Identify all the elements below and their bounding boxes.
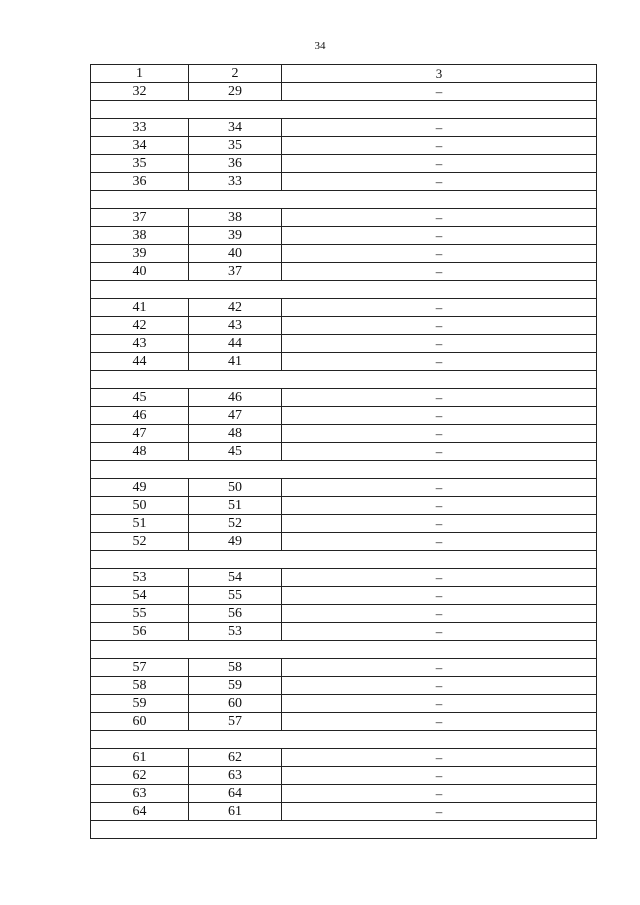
table-cell-col-2: 33: [189, 173, 282, 191]
table-cell-col-1: 60: [91, 713, 189, 731]
table-row: [91, 227, 597, 245]
table-cell-col-2: 48: [189, 425, 282, 443]
table-cell-col-2: 35: [189, 137, 282, 155]
table-row: [91, 443, 597, 461]
table-cell-col-2: 43: [189, 317, 282, 335]
table-row: [91, 353, 597, 371]
group-separator-row: [91, 641, 597, 659]
table-row: [91, 119, 597, 137]
table-cell-col-1: 44: [91, 353, 189, 371]
table-cell-col-2: 40: [189, 245, 282, 263]
group-separator-cell: [91, 641, 597, 659]
table-cell-col-1: 40: [91, 263, 189, 281]
table-cell-col-2: 62: [189, 749, 282, 767]
table-cell-col-1: 56: [91, 623, 189, 641]
group-separator-cell: [91, 281, 597, 299]
table-cell-col-3: –: [282, 569, 597, 587]
column-header-1: 1: [91, 65, 189, 83]
table-cell-col-2: 57: [189, 713, 282, 731]
table-row: [91, 767, 597, 785]
table-cell-col-1: 45: [91, 389, 189, 407]
column-header-3: 3: [282, 65, 597, 83]
table-cell-col-3: –: [282, 173, 597, 191]
table-cell-col-3: –: [282, 497, 597, 515]
table-cell-col-3: –: [282, 623, 597, 641]
table-row: [91, 137, 597, 155]
table-cell-col-1: 34: [91, 137, 189, 155]
table-row: [91, 407, 597, 425]
table-cell-col-2: 54: [189, 569, 282, 587]
table-cell-col-3: –: [282, 317, 597, 335]
table-row: [91, 803, 597, 821]
table-cell-col-1: 59: [91, 695, 189, 713]
table-cell-col-1: 53: [91, 569, 189, 587]
group-separator-cell: [91, 461, 597, 479]
table-cell-col-3: –: [282, 533, 597, 551]
table-cell-col-3: –: [282, 749, 597, 767]
table-cell-col-2: 51: [189, 497, 282, 515]
table-cell-col-2: 47: [189, 407, 282, 425]
table-cell-col-2: 34: [189, 119, 282, 137]
table-cell-col-2: 49: [189, 533, 282, 551]
table-cell-col-2: 61: [189, 803, 282, 821]
table-row: [91, 785, 597, 803]
table-cell-col-2: 45: [189, 443, 282, 461]
table-cell-col-2: 41: [189, 353, 282, 371]
table-row: [91, 173, 597, 191]
table-cell-col-1: 55: [91, 605, 189, 623]
table-cell-col-1: 47: [91, 425, 189, 443]
table-row: [91, 479, 597, 497]
group-separator-row: [91, 281, 597, 299]
table-cell-col-3: –: [282, 263, 597, 281]
table-cell-col-2: 50: [189, 479, 282, 497]
table-header-row: [91, 65, 597, 83]
group-separator-cell: [91, 551, 597, 569]
table-cell-col-1: 43: [91, 335, 189, 353]
table-cell-col-1: 62: [91, 767, 189, 785]
table-cell-col-1: 63: [91, 785, 189, 803]
table-row: [91, 659, 597, 677]
table-cell-col-1: 42: [91, 317, 189, 335]
table-cell-col-3: –: [282, 137, 597, 155]
table-cell-col-1: 51: [91, 515, 189, 533]
group-separator-cell: [91, 821, 597, 839]
table-row: [91, 749, 597, 767]
table-row: [91, 515, 597, 533]
table-cell-col-1: 41: [91, 299, 189, 317]
table-cell-col-3: –: [282, 515, 597, 533]
table-cell-col-3: –: [282, 335, 597, 353]
table-cell-col-2: 59: [189, 677, 282, 695]
data-table: [90, 64, 597, 839]
table-cell-col-1: 35: [91, 155, 189, 173]
table-row: [91, 83, 597, 101]
table-row: [91, 623, 597, 641]
group-separator-cell: [91, 101, 597, 119]
table-row: [91, 425, 597, 443]
table-cell-col-1: 36: [91, 173, 189, 191]
table-row: [91, 713, 597, 731]
table-cell-col-2: 44: [189, 335, 282, 353]
table-cell-col-1: 54: [91, 587, 189, 605]
table-cell-col-1: 38: [91, 227, 189, 245]
group-separator-cell: [91, 371, 597, 389]
table-cell-col-1: 52: [91, 533, 189, 551]
table-cell-col-2: 53: [189, 623, 282, 641]
table-row: [91, 497, 597, 515]
table-cell-col-3: –: [282, 767, 597, 785]
table-cell-col-3: –: [282, 227, 597, 245]
table-cell-col-3: –: [282, 389, 597, 407]
table-cell-col-1: 64: [91, 803, 189, 821]
group-separator-cell: [91, 731, 597, 749]
table-cell-col-1: 32: [91, 83, 189, 101]
table-cell-col-3: –: [282, 443, 597, 461]
table-cell-col-1: 49: [91, 479, 189, 497]
table-cell-col-3: –: [282, 713, 597, 731]
table-cell-col-3: –: [282, 353, 597, 371]
table-cell-col-2: 29: [189, 83, 282, 101]
table-row: [91, 605, 597, 623]
table-cell-col-3: –: [282, 605, 597, 623]
table-cell-col-3: –: [282, 659, 597, 677]
table-row: [91, 695, 597, 713]
table-cell-col-1: 50: [91, 497, 189, 515]
table-row: [91, 533, 597, 551]
table-cell-col-1: 58: [91, 677, 189, 695]
table-cell-col-1: 33: [91, 119, 189, 137]
table-cell-col-1: 61: [91, 749, 189, 767]
table-cell-col-1: 46: [91, 407, 189, 425]
table-cell-col-1: 37: [91, 209, 189, 227]
table-row: [91, 335, 597, 353]
table-cell-col-2: 37: [189, 263, 282, 281]
table-cell-col-3: –: [282, 83, 597, 101]
table-cell-col-3: –: [282, 587, 597, 605]
group-separator-row: [91, 461, 597, 479]
table-row: [91, 155, 597, 173]
table-row: [91, 587, 597, 605]
table-cell-col-1: 57: [91, 659, 189, 677]
table-cell-col-3: –: [282, 785, 597, 803]
table-cell-col-2: 42: [189, 299, 282, 317]
table-row: [91, 299, 597, 317]
table-cell-col-1: 39: [91, 245, 189, 263]
table-row: [91, 317, 597, 335]
table-cell-col-3: –: [282, 245, 597, 263]
table-cell-col-2: 58: [189, 659, 282, 677]
table-cell-col-2: 52: [189, 515, 282, 533]
table-cell-col-3: –: [282, 695, 597, 713]
table-cell-col-3: –: [282, 479, 597, 497]
group-separator-row: [91, 551, 597, 569]
table-body: [91, 65, 597, 839]
table-cell-col-2: 36: [189, 155, 282, 173]
table-cell-col-3: –: [282, 209, 597, 227]
table-row: [91, 569, 597, 587]
table-cell-col-2: 64: [189, 785, 282, 803]
table-row: [91, 263, 597, 281]
column-header-2: 2: [189, 65, 282, 83]
page-number: 34: [314, 40, 326, 52]
table-row: [91, 677, 597, 695]
table-cell-col-3: –: [282, 119, 597, 137]
group-separator-row: [91, 821, 597, 839]
group-separator-cell: [91, 191, 597, 209]
table-cell-col-3: –: [282, 677, 597, 695]
table-cell-col-2: 46: [189, 389, 282, 407]
table-cell-col-1: 48: [91, 443, 189, 461]
group-separator-row: [91, 191, 597, 209]
table-cell-col-3: –: [282, 155, 597, 173]
table-cell-col-2: 63: [189, 767, 282, 785]
table-cell-col-2: 60: [189, 695, 282, 713]
group-separator-row: [91, 101, 597, 119]
table-cell-col-2: 56: [189, 605, 282, 623]
table-cell-col-3: –: [282, 407, 597, 425]
group-separator-row: [91, 731, 597, 749]
table-cell-col-2: 38: [189, 209, 282, 227]
table-row: [91, 245, 597, 263]
table-cell-col-2: 39: [189, 227, 282, 245]
table-cell-col-3: –: [282, 425, 597, 443]
table-cell-col-2: 55: [189, 587, 282, 605]
group-separator-row: [91, 371, 597, 389]
table-row: [91, 209, 597, 227]
table-row: [91, 389, 597, 407]
table-cell-col-3: –: [282, 299, 597, 317]
table-cell-col-3: –: [282, 803, 597, 821]
